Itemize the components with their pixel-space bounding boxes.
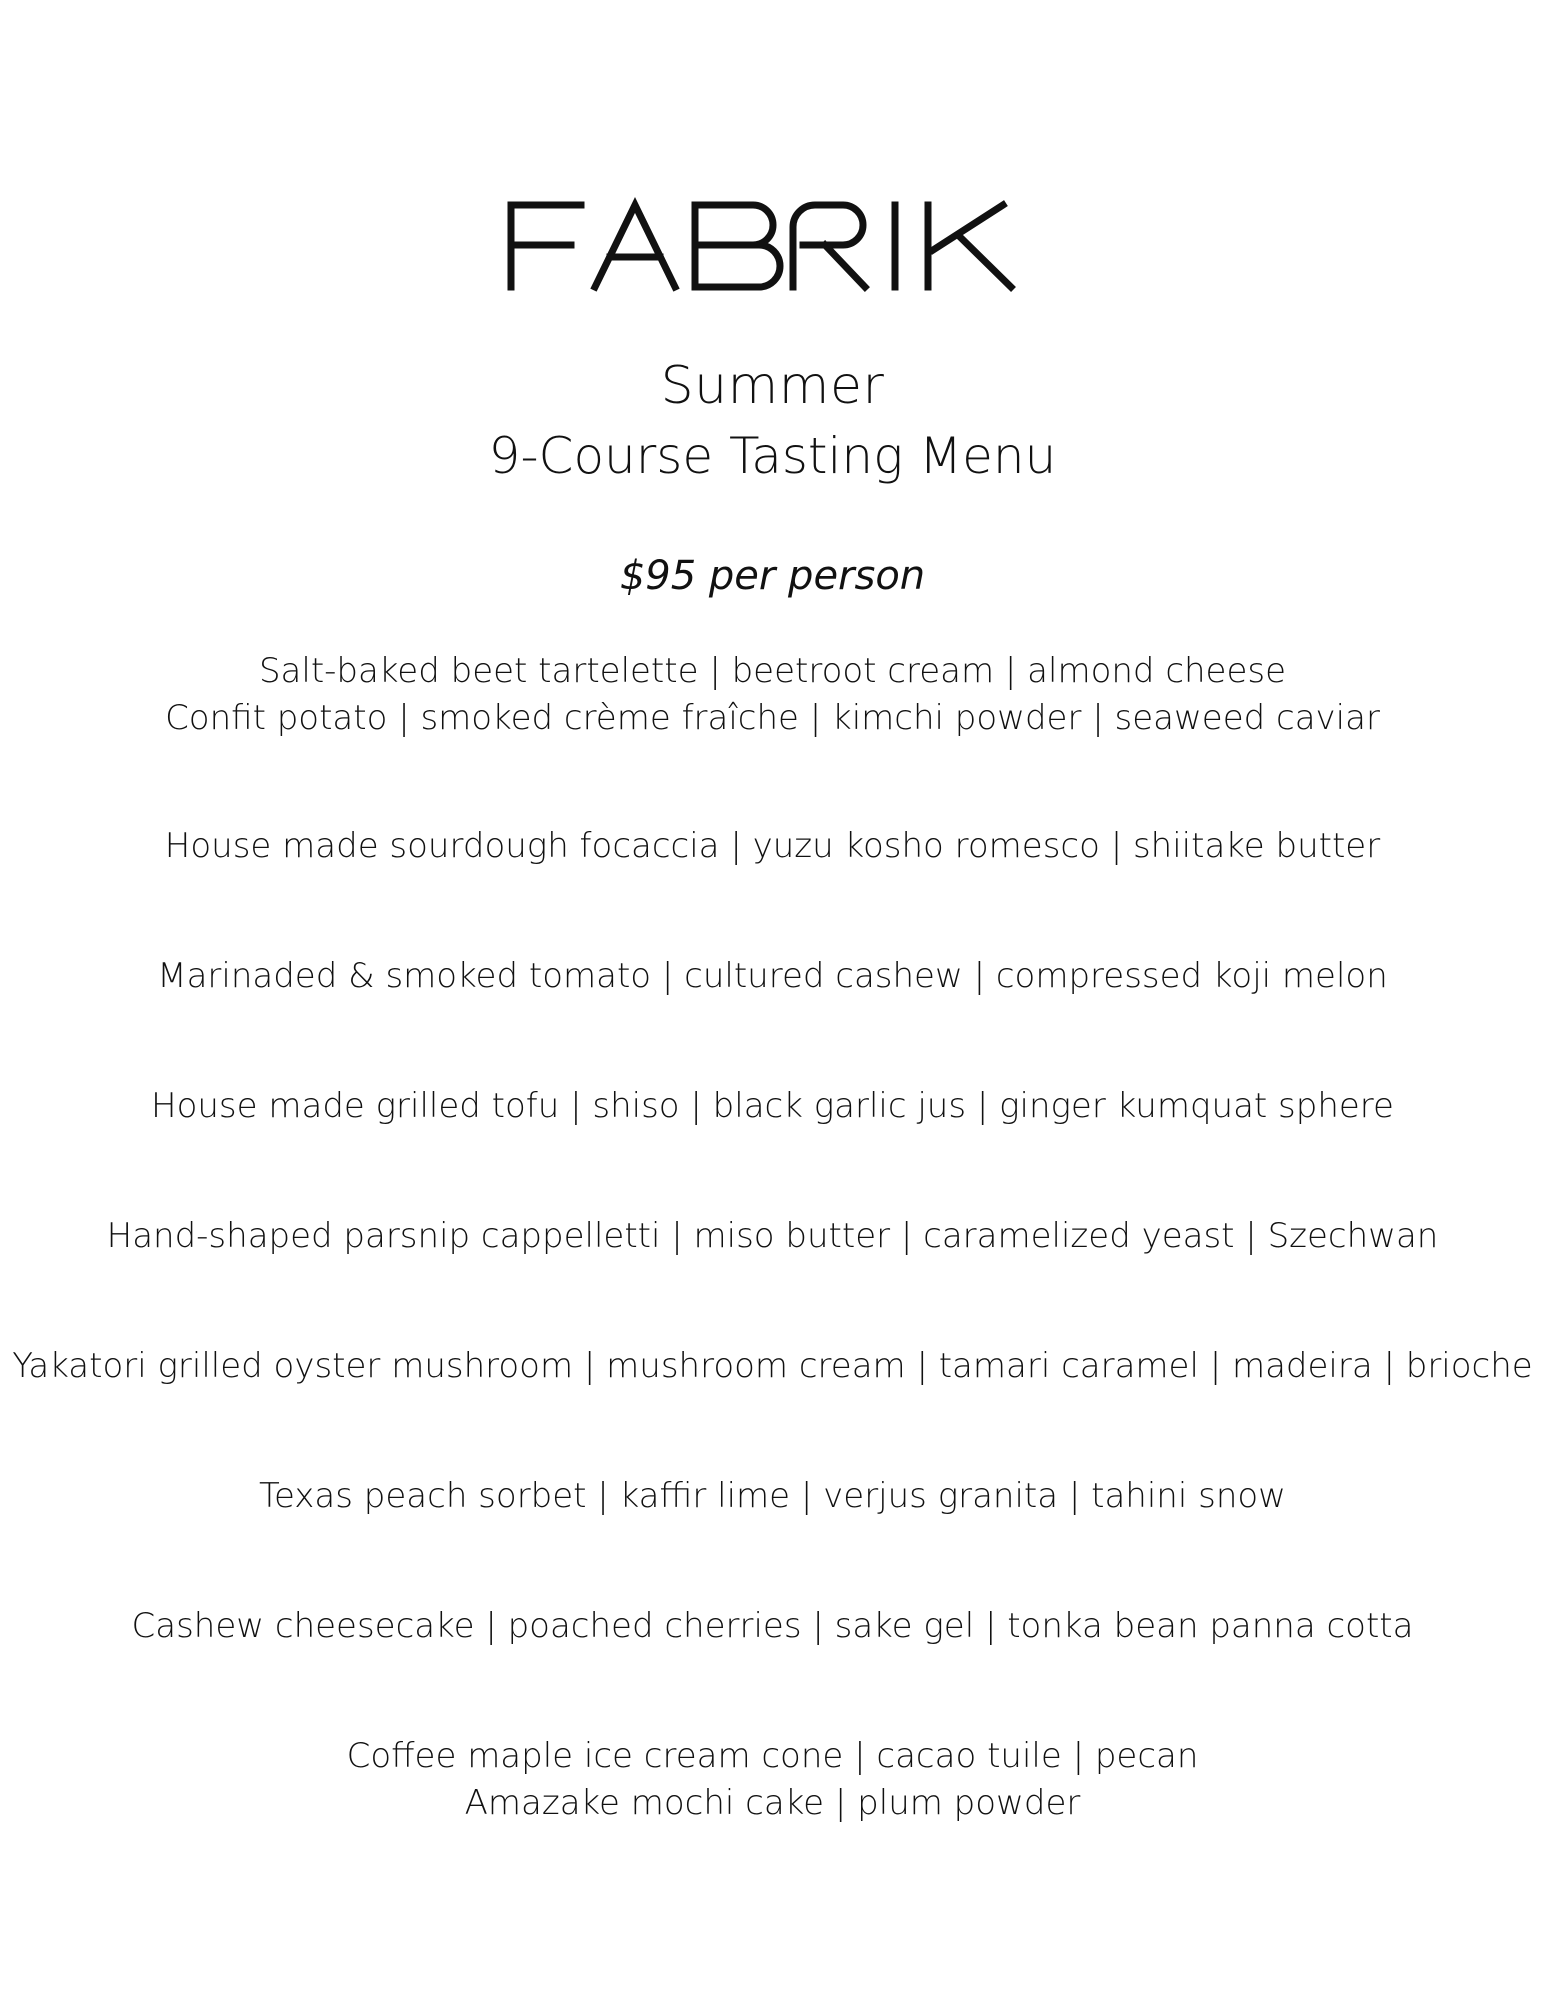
course-5	[0, 1213, 1545, 1260]
course-line: Confit potato | smoked crème fraîche | kimchi powder | seaweed caviar	[165, 698, 1380, 738]
menu-title: 9-Course Tasting Menu	[488, 427, 1057, 485]
course-line: Salt-baked beet tartelette | beetroot cream | almond cheese	[258, 651, 1287, 691]
course-line: Texas peach sorbet | kaffir lime | verjus granita | tahini snow	[259, 1476, 1286, 1516]
course-line: Hand-shaped parsnip cappelletti | miso butter | caramelized yeast | Szechwan	[106, 1216, 1439, 1256]
course-line: Amazake mochi cake | plum powder	[464, 1783, 1081, 1823]
menu-season: Summer	[660, 356, 885, 416]
course-9	[0, 1733, 1545, 1827]
fabrik-logo	[0, 195, 1545, 295]
fabrik-logo-mark	[503, 195, 1043, 295]
course-line: Coffee maple ice cream cone | cacao tuile | pecan	[346, 1736, 1199, 1776]
course-line: House made sourdough focaccia | yuzu kosho romesco | shiitake butter	[164, 826, 1381, 866]
course-1	[0, 648, 1545, 742]
course-6	[0, 1343, 1545, 1390]
course-line: House made grilled tofu | shiso | black garlic jus | ginger kumquat sphere	[151, 1086, 1394, 1126]
course-line: Marinaded & smoked tomato | cultured cashew | compressed koji melon	[157, 956, 1388, 996]
course-line: Yakatori grilled oyster mushroom | mushroom cream | tamari caramel | madeira | brioche	[12, 1346, 1533, 1386]
course-4	[0, 1083, 1545, 1130]
course-line: Cashew cheesecake | poached cherries | sake gel | tonka bean panna cotta	[131, 1606, 1414, 1646]
course-8	[0, 1603, 1545, 1650]
course-7	[0, 1473, 1545, 1520]
menu-price: $95 per person	[619, 553, 926, 599]
course-2	[0, 823, 1545, 870]
course-3	[0, 953, 1545, 1000]
